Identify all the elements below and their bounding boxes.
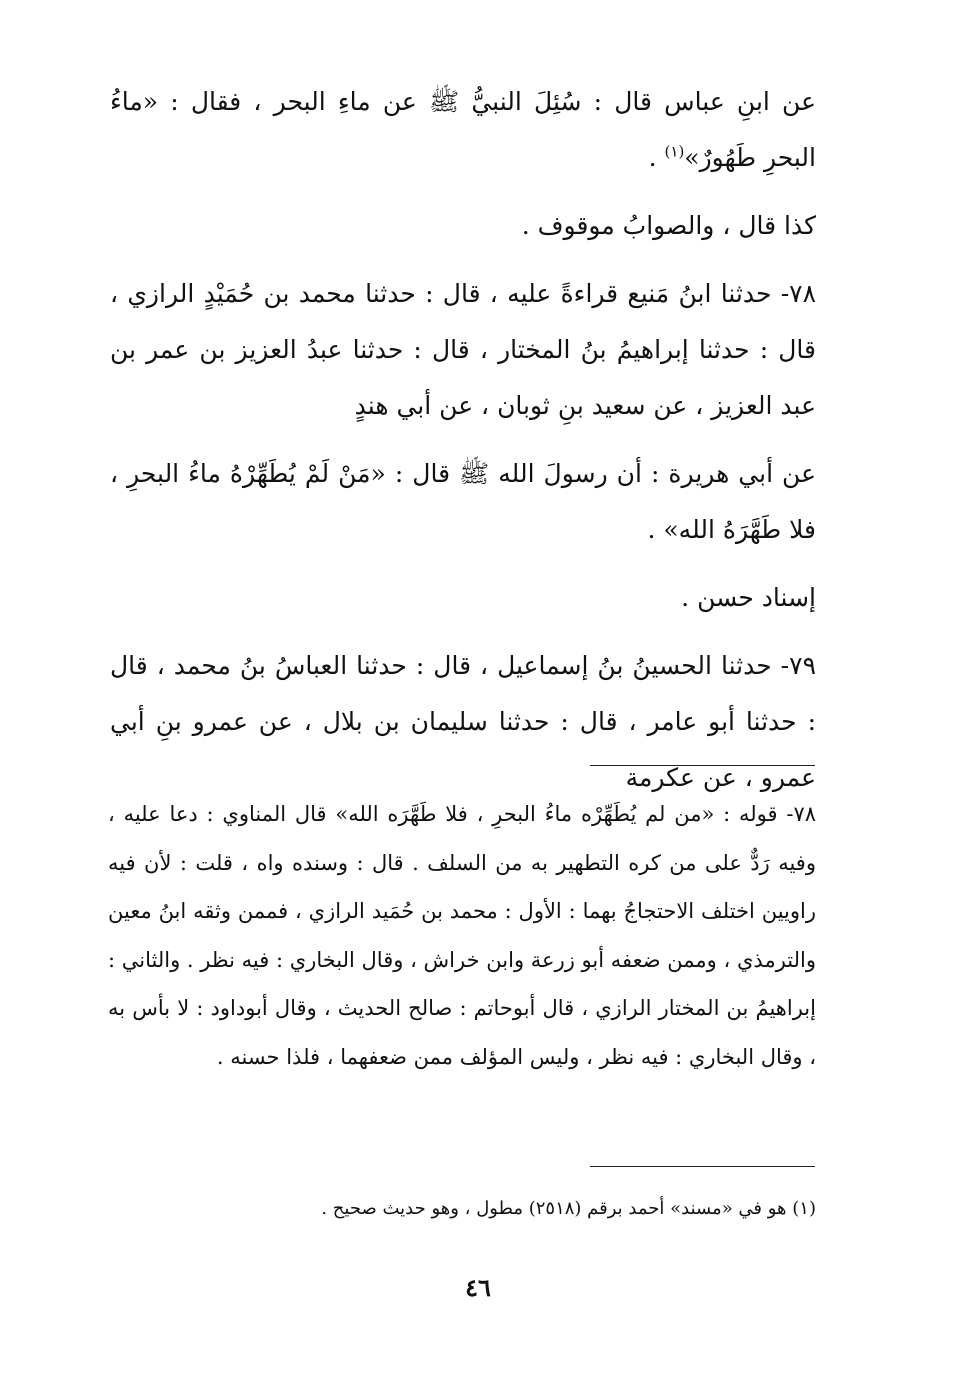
commentary-divider xyxy=(590,765,815,766)
commentary-78: ٧٨- قوله : «من لم يُطَهِّرْه ماءُ البحرِ ، فلا طَهَّرَه الله» قال المناوي : دعا عليه ، وفيه رَدٌّ على من كره التطهير به من السلف . قال : وسنده واه ، قلت : لأن فيه راويين اختلف الاحتجاجُ بهما : الأول : محمد بن حُمَيد الرازي ، فممن وثقه ابنُ معين والترمذي ، وممن ضعفه أبو زرعة وابن خراش ، وقال البخاري : فيه نظر . والثاني : إبراهيمُ بن المختار الرازي ، قال أبوحاتم : صالح الحديث ، وقال أبوداود : لا بأس به ، وقال البخاري : فيه نظر ، وليس المؤلف ممن ضعفهما ، فلذا حسنه . xyxy=(108,802,816,1069)
grading-note-78: إسناد حسن . xyxy=(681,583,816,612)
hadith-paragraph-1 xyxy=(110,74,816,186)
hadith-text-1-end: . xyxy=(648,143,665,172)
page-number: ٤٦ xyxy=(465,1273,491,1302)
commentary-section xyxy=(108,790,816,1081)
main-text xyxy=(110,74,816,806)
hadith-text-1: عن ابنِ عباس قال : سُئِلَ النبيُّ ﷺ عن ماءِ البحر ، فقال : «ماءُ البحرِ طَهُورٌ» xyxy=(110,87,816,172)
footnote-1: (١) هو في «مسند» أحمد برقم (٢٥١٨) مطول ، وهو حديث صحيح . xyxy=(321,1198,816,1219)
footnote-divider xyxy=(590,1166,815,1167)
hadith-chain-78: ٧٨- حدثنا ابنُ مَنيع قراءةً عليه ، قال : حدثنا محمد بن حُمَيْدٍ الرازي ، قال : حدثنا إبراهيمُ بنُ المختار ، قال : حدثنا عبدُ العزيز بن عمر بن عبد العزيز ، عن سعيد بنِ ثوبان ، عن أبي هندٍ xyxy=(110,279,816,420)
hadith-text-78: عن أبي هريرة : أن رسولَ الله ﷺ قال : «مَنْ لَمْ يُطَهِّرْهُ ماءُ البحرِ ، فلا طَهَّرَهُ الله» . xyxy=(110,459,816,544)
footnote-marker: (١) xyxy=(664,142,685,161)
grading-note-1: كذا قال ، والصوابُ موقوف . xyxy=(521,211,816,240)
hadith-chain-79: ٧٩- حدثنا الحسينُ بنُ إسماعيل ، قال : حدثنا العباسُ بنُ محمد ، قال : حدثنا أبو عامر ، قال : حدثنا سليمان بن بلال ، عن عمرو بنِ أبي عمرو ، عن عكرمة xyxy=(110,651,816,792)
